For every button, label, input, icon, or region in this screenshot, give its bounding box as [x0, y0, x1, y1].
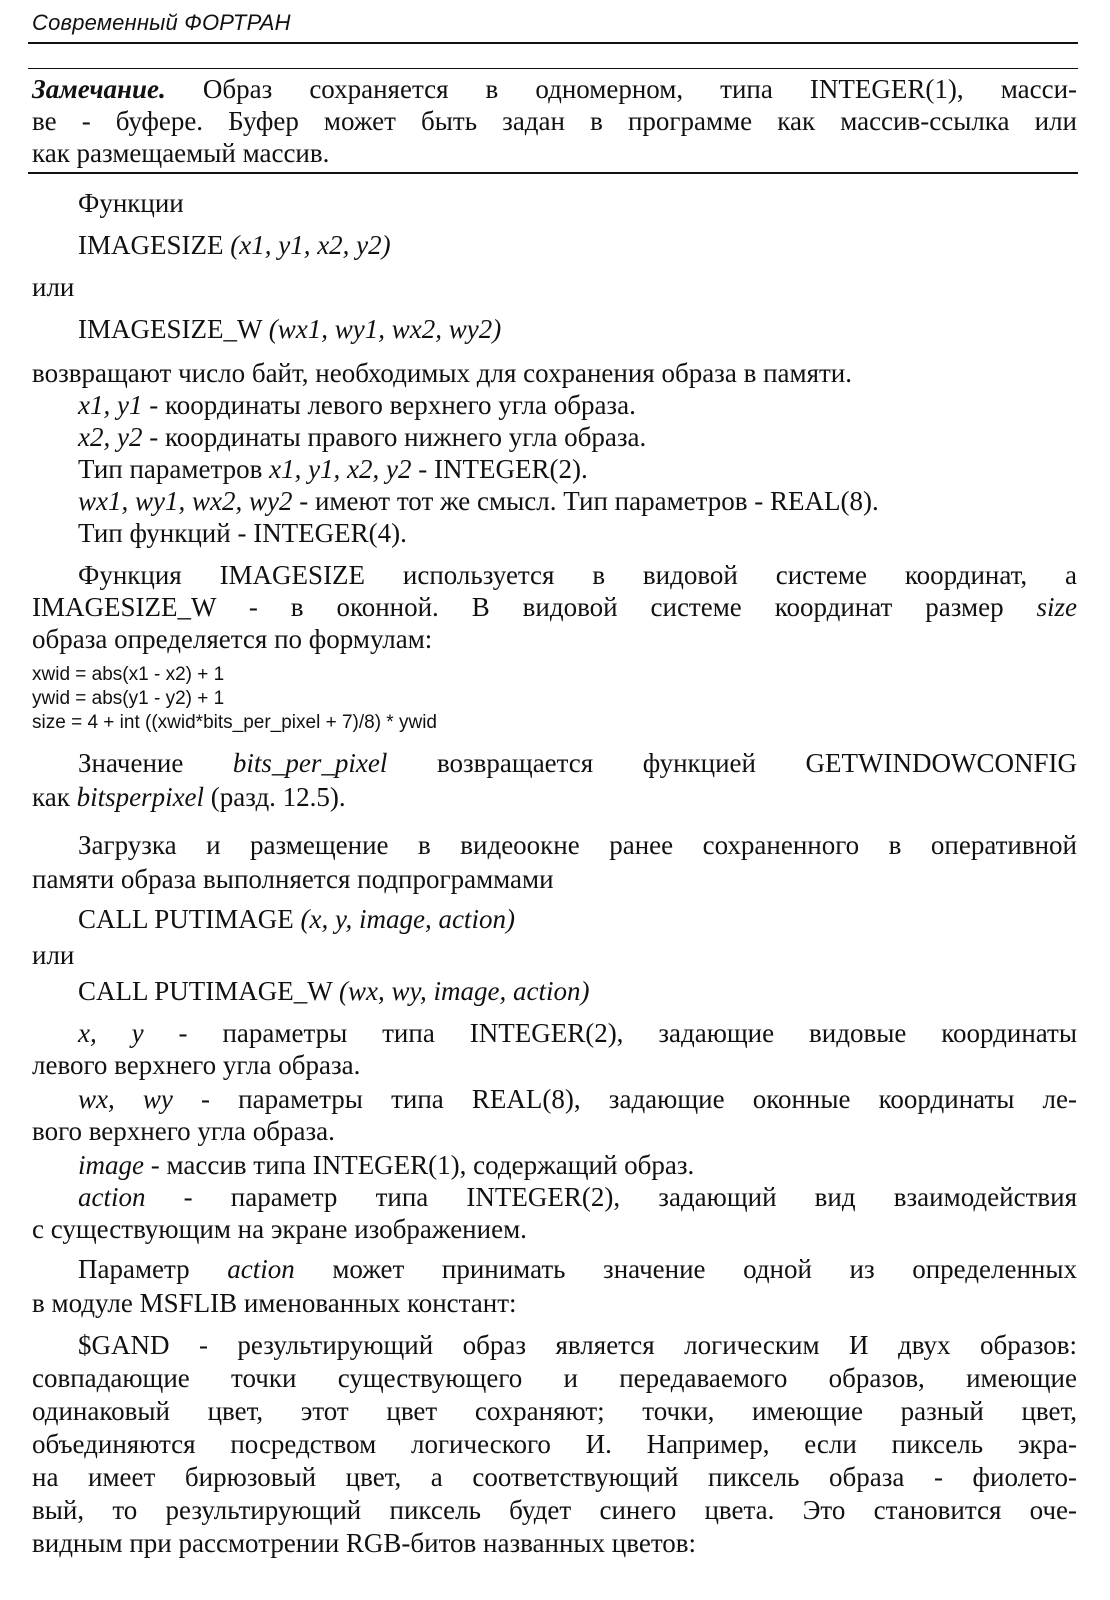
gand-line-1: $GAND - результирующий образ является логическим И двух образов:: [78, 1330, 1077, 1360]
param-action-line-1: action - параметр типа INTEGER(2), задающий вид взаимодействия: [78, 1182, 1077, 1212]
para1-line-2: IMAGESIZE_W - в оконной. В видовой системе координат размер size: [32, 592, 1077, 622]
param-wxwy-line-2: вого верхнего угла образа.: [32, 1116, 335, 1146]
note-bottom-rule: [28, 172, 1078, 174]
gand-line-7: видным при рассмотрении RGB-битов названных цветов:: [32, 1528, 697, 1558]
param-wxwy-line-1: wx, wy - параметры типа REAL(8), задающие оконные координаты ле-: [78, 1084, 1077, 1114]
para4-line-2: в модуле MSFLIB именованных констант:: [32, 1288, 517, 1318]
note-line-1: Замечание. Образ сохраняется в одномерном, типа INTEGER(1), масси-: [32, 74, 1078, 104]
param-image: image - массив типа INTEGER(1), содержащий образ.: [78, 1150, 695, 1180]
param-x1y1: x1, y1 - координаты левого верхнего угла образа.: [78, 390, 636, 420]
gand-line-5: на имеет бирюзовый цвет, а соответствующий пиксель образа - фиолето-: [32, 1462, 1077, 1492]
param-action-line-2: с существующим на экране изображением.: [32, 1214, 527, 1244]
param-wx: wx1, wy1, wx2, wy2 - имеют тот же смысл. Тип параметров - REAL(8).: [78, 486, 879, 516]
call-putimage: CALL PUTIMAGE (x, y, image, action): [78, 904, 515, 934]
para3-line-1: Загрузка и размещение в видеоокне ранее сохраненного в оперативной: [78, 830, 1077, 860]
gand-line-6: вый, то результирующий пиксель будет синего цвета. Это становится оче-: [32, 1495, 1077, 1525]
running-header: Современный ФОРТРАН: [32, 10, 291, 35]
note-line-3: как размещаемый массив.: [32, 138, 330, 168]
or-word-1: или: [32, 272, 75, 302]
returns-line: возвращают число байт, необходимых для сохранения образа в памяти.: [32, 358, 853, 388]
or-word-2: или: [32, 940, 75, 970]
note-label: Замечание.: [32, 74, 166, 104]
para1-line-3: образа определяется по формулам:: [32, 624, 433, 654]
signature-imagesize-w: IMAGESIZE_W (wx1, wy1, wx2, wy2): [78, 314, 502, 344]
para3-line-2: памяти образа выполняется подпрограммами: [32, 864, 554, 894]
call-putimage-w: CALL PUTIMAGE_W (wx, wy, image, action): [78, 976, 590, 1006]
formula-line-1: xwid = abs(x1 - x2) + 1: [32, 664, 225, 685]
para2-line-1: Значение bits_per_pixel возвращается функцией GETWINDOWCONFIG: [78, 748, 1077, 778]
para2-line-2: как bitsperpixel (разд. 12.5).: [32, 782, 346, 812]
param-x2y2: x2, y2 - координаты правого нижнего угла образа.: [78, 422, 647, 452]
param-types: Тип параметров x1, y1, x2, y2 - INTEGER(2).: [78, 454, 588, 484]
formula-line-2: ywid = abs(y1 - y2) + 1: [32, 688, 225, 709]
gand-line-3: одинаковый цвет, этот цвет сохраняют; точки, имеющие разный цвет,: [32, 1396, 1077, 1426]
functions-word: Функции: [78, 188, 184, 218]
gand-line-4: объединяются посредством логического И. Например, если пиксель экра-: [32, 1429, 1077, 1459]
function-type: Тип функций - INTEGER(4).: [78, 518, 407, 548]
signature-imagesize: IMAGESIZE (x1, y1, x2, y2): [78, 230, 391, 260]
header-rule: [28, 42, 1078, 44]
param-xy-line-2: левого верхнего угла образа.: [32, 1050, 361, 1080]
param-xy-line-1: x, y - параметры типа INTEGER(2), задающие видовые координаты: [78, 1018, 1078, 1048]
gand-line-2: совпадающие точки существующего и передаваемого образов, имеющие: [32, 1363, 1077, 1393]
note-top-rule: [28, 68, 1078, 69]
note-line-2: ве - буфере. Буфер может быть задан в программе как массив-ссылка или: [32, 106, 1077, 136]
para1-line-1: Функция IMAGESIZE используется в видовой системе координат, а: [78, 560, 1077, 590]
formula-line-3: size = 4 + int ((xwid*bits_per_pixel + 7)/8) * ywid: [32, 712, 437, 733]
para4-line-1: Параметр action может принимать значение одной из определенных: [78, 1254, 1078, 1284]
